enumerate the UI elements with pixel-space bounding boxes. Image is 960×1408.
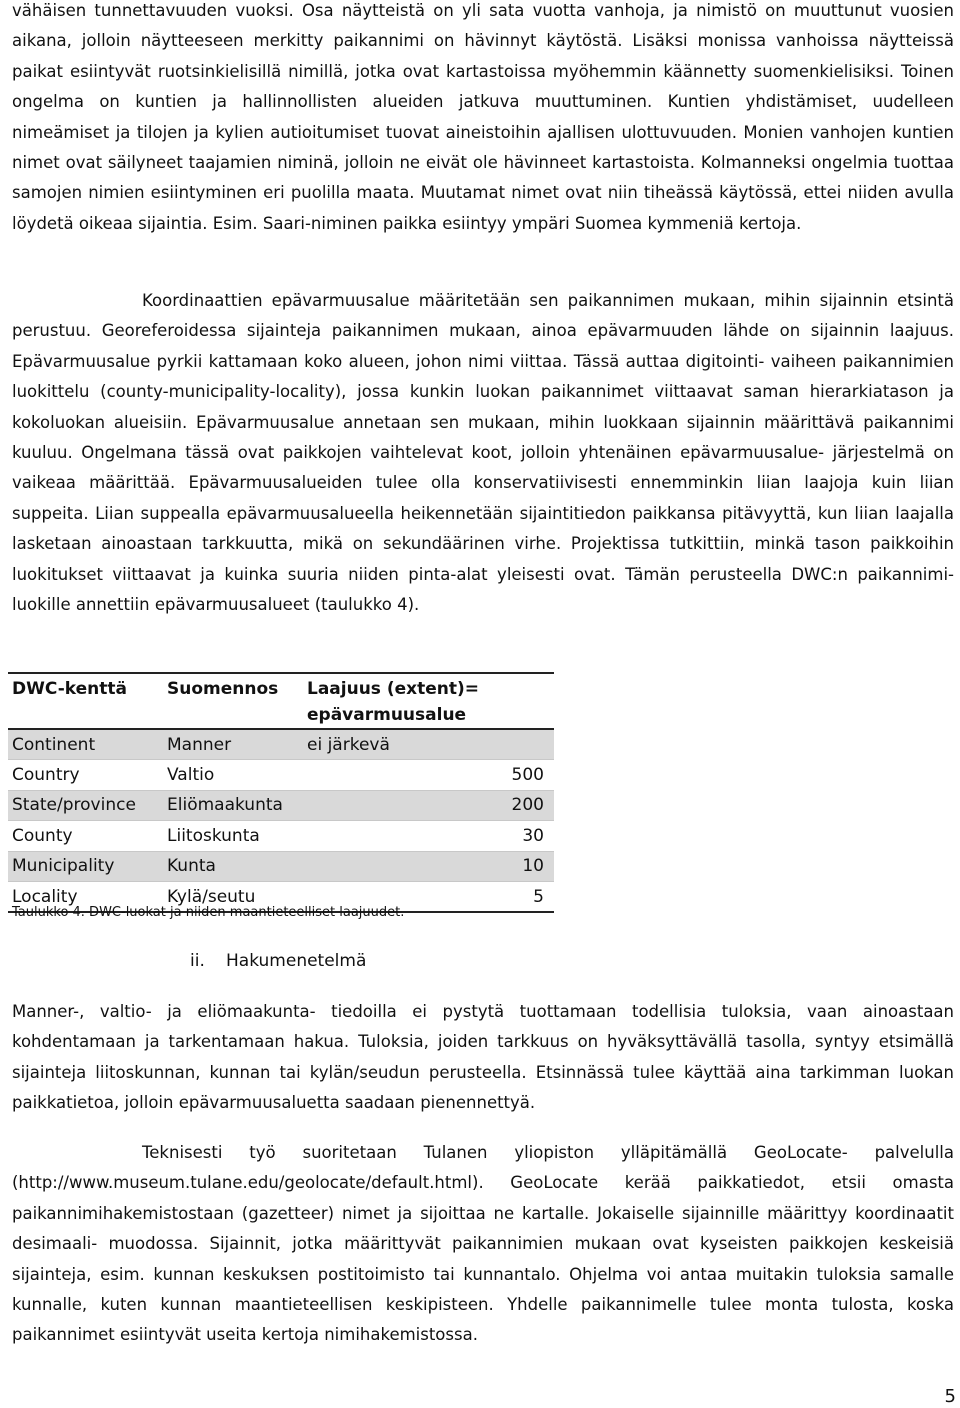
- dwc-extent-table: [8, 672, 554, 913]
- dwc-field-cell: Locality: [8, 881, 163, 912]
- translation-cell: Manner: [163, 729, 303, 760]
- dwc-field-cell: State/province: [8, 790, 163, 820]
- uncertainty-paragraph: Koordinaattien epävarmuusalue määritetään sen paikannimen mukaan, mihin sijainnin etsintä perustuu. Georeferoidessa sijainteja paikannimen mukaan, ainoa epävarmuuden lähde on sijainnin laajuus. Epävarmuusalue pyrkii kattamaan koko alueen, johon nimi viittaa. Tässä auttaa digitointi- vaiheen paikannimien luokittelu (county-municipality-locality), jossa kunkin luokan paikannimet viittaavat saman hierarkiatason ja kokoluokan alueisiin. Epävarmuusalue annetaan sen mukaan, mihin luokkaan sijainnin määrittävä paikannimi kuuluu. Ongelmana tässä ovat paikkojen vaihtelevat koot, jolloin yhtenäinen epävarmuusalue- järjestelmä on vaikeaa määrittää. Epävarmuusalueiden tulee olla konservatiivisesti ennemminkin liian laajoja kuin liian suppeita. Liian suppealla epävarmuusalueella heikennetään sijaintitiedon paikkansa pitävyyttä, kun liian laajalla lasketaan ainoastaan tarkkuutta, mikä on sekundäärinen virhe. Projektissa tutkittiin, minkä tason paikkoihin luokitukset viittaavat ja kuinka suuria niiden pinta-alat yleisesti ovat. Tämän perusteella DWC:n paikannimi- luokille annettiin epävarmuusalueet (taulukko 4).: [12, 291, 954, 615]
- dwc-field-cell: Municipality: [8, 851, 163, 881]
- table-row: [8, 729, 554, 760]
- table-row: [8, 821, 554, 851]
- header-extent: Laajuus (extent)= epävarmuusalue: [303, 673, 554, 729]
- header-translation: Suomennos: [163, 673, 303, 729]
- extent-cell: 10: [303, 851, 554, 881]
- dwc-field-cell: County: [8, 821, 163, 851]
- table-row: [8, 760, 554, 790]
- translation-cell: Eliömaakunta: [163, 790, 303, 820]
- section-title: Hakumenetelmä: [226, 951, 367, 971]
- table-row: [8, 851, 554, 881]
- translation-cell: Liitoskunta: [163, 821, 303, 851]
- intro-paragraph: vähäisen tunnettavuuden vuoksi. Osa näytteistä on yli sata vuotta vanhoja, ja nimistö on muuttunut vuosien aikana, jolloin näytteeseen merkitty paikannimi on hävinnyt käytöstä. Lisäksi monissa vanhoissa näytteissä paikat esiintyvät ruotsinkielisillä nimillä, jotka ovat kartastoissa myöhemmin käännetty suomenkielisiksi. Toinen ongelma on kuntien ja hallinnollisten alueiden jatkuva muuttuminen. Kuntien yhdistämiset, uudelleen nimeämiset ja tilojen ja kylien autioitumiset tuovat aineistoihin ajallisen ulottuvuuden. Monien vanhojen kuntien nimet ovat säilyneet taajamien niminä, jolloin ne eivät ole hävinneet kartastoista. Kolmanneksi ongelmia tuottaa samojen nimien esiintyminen eri puolilla maata. Muutamat nimet ovat niin tiheässä käytössä, ettei niiden avulla löydetä oikeaa sijaintia. Esim. Saari-niminen paikka esiintyy ympäri Suomea kymmeniä kertoja.: [12, 1, 954, 233]
- extent-cell: ei järkevä: [303, 729, 554, 760]
- search-method-paragraph: Manner-, valtio- ja eliömaakunta- tiedoilla ei pystytä tuottamaan todellisia tuloksia, vaan ainoastaan kohdentamaan ja tarkentamaan hakua. Tuloksia, joiden tarkkuus on hyväksyttävällä tasolla, syntyy etsimällä sijainteja liitoskunnan, kunnan tai kylän/seudun perusteella. Etsinnässä tulee käyttää aina tarkimman luokan paikkatietoa, jolloin epävarmuusaluetta saadaan pienennettyä.: [12, 1002, 954, 1113]
- page-number: 5: [944, 1386, 956, 1407]
- table-caption: Taulukko 4. DWC-luokat ja niiden maantieteelliset laajuudet.: [12, 905, 405, 920]
- table-header-row: [8, 673, 554, 729]
- extent-cell: 30: [303, 821, 554, 851]
- translation-cell: Kunta: [163, 851, 303, 881]
- table-row: [8, 790, 554, 820]
- translation-cell: Kylä/seutu: [163, 881, 303, 912]
- extent-cell: 5: [303, 881, 554, 912]
- translation-cell: Valtio: [163, 760, 303, 790]
- dwc-field-cell: Continent: [8, 729, 163, 760]
- extent-cell: 200: [303, 790, 554, 820]
- extent-cell: 500: [303, 760, 554, 790]
- dwc-field-cell: Country: [8, 760, 163, 790]
- header-dwc-field: DWC-kenttä: [8, 673, 163, 729]
- geolocate-paragraph: Teknisesti työ suoritetaan Tulanen yliopiston ylläpitämällä GeoLocate- palvelulla (http://www.museum.tulane.edu/geolocate/default.html). GeoLocate kerää paikkatiedot, etsii omasta paikannimihakemistostaan (gazetteer) nimet ja sijoittaa ne kartalle. Jokaiselle sijainnille määrittyy koordinaatit desimaali- muodossa. Sijainnit, jotka määrittyvät paikannimien mukaan ovat kyseisten paikkojen keskeisiä sijainteja, esim. kunnan keskuksen postitoimisto tai kunnantalo. Ohjelma voi antaa muitakin tuloksia samalle kunnalle, kuten kunnan maantieteellisen keskipisteen. Yhdelle paikannimelle tulee monta tulosta, koska paikannimet esiintyvät useita kertoja nimihakemistossa.: [12, 1143, 954, 1345]
- section-heading: [190, 951, 366, 971]
- section-number: ii.: [190, 951, 205, 971]
